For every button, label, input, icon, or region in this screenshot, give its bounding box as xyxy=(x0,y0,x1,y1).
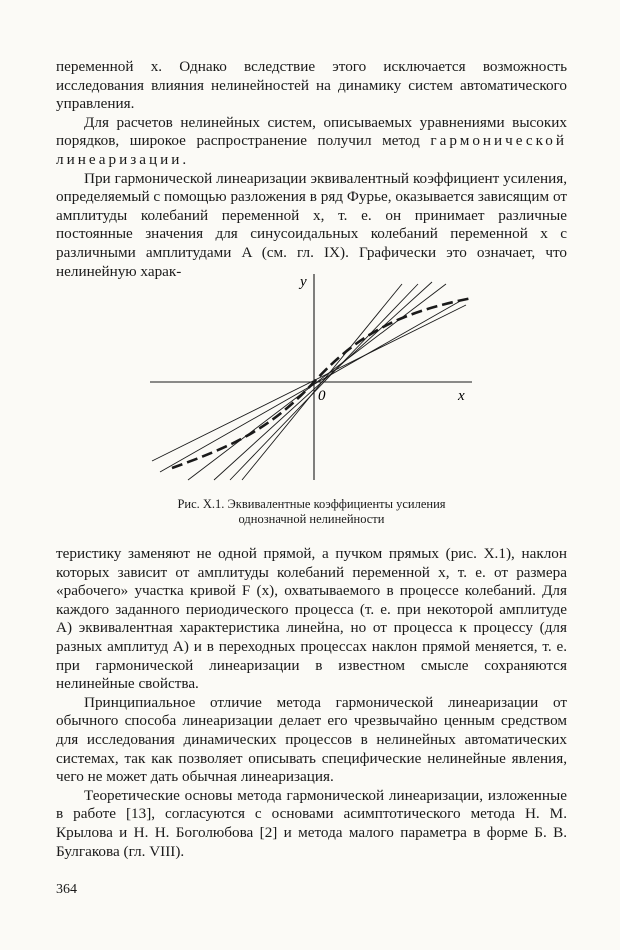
paragraph-1: переменной x. Однако вследствие этого исключается возможность исследования влияния нелинейностей на динамику систем автоматического управления. xyxy=(56,58,567,113)
gain-line-1 xyxy=(152,305,466,461)
paragraph-2-end: . xyxy=(182,150,187,168)
paragraph-4: теристику заменяют не одной прямой, а пучком прямых (рис. X.1), наклон которых зависит от амплитуды колебаний переменной x, т. е. от размера «рабочего» участка кривой F (x), охватываемого в процессе колебаний. Для каждого заданного периодического процесса (т. е. при некоторой амплитуде A) эквивалентная характеристика линейна, но от процесса к процессу (для разных амплитуд A) и в переходных процессах наклон прямой меняется, т. е. при гармонической линеаризации в известном смысле сохраняются нелинейные свойства. xyxy=(56,545,567,693)
nonlinear-curve xyxy=(172,298,472,468)
bottom-text xyxy=(56,545,567,861)
paragraph-3: При гармонической линеаризации эквивалентный коэффициент усиления, определяемый с помощью разложения в ряд Фурье, оказывается зависящим от амплитуды колебаний переменной x, т. е. он принимает различные постоянные значения для синусоидальных колебаний переменной x с различными амплитудами A (см. гл. IX). Графически это означает, что нелинейную харак- xyxy=(56,169,567,280)
origin-label: 0 xyxy=(318,388,326,404)
x-axis-label: x xyxy=(458,388,465,404)
figure-caption xyxy=(56,497,567,527)
paragraph-5: Принципиальное отличие метода гармонической линеаризации от обычного способа линеаризации делает его чрезвычайно ценным средством для исследования динамических процессов в нелинейных автоматических системах, так как позволяет описывать специфические нелинейные явления, чего не может дать обычная линеаризация. xyxy=(56,693,567,786)
y-axis-label: y xyxy=(300,274,307,290)
paragraph-6: Теоретические основы метода гармонической линеаризации, изложенные в работе [13], согласуются с основами асимптотического метода Н. М. Крылова и Н. Н. Боголюбова [2] и метода малого параметра в форме Б. В. Булгакова (гл. VIII). xyxy=(56,786,567,860)
figure-x1 xyxy=(150,272,480,482)
paragraph-2 xyxy=(56,114,567,170)
caption-line-2: однозначной нелинейности xyxy=(238,512,385,526)
method-name-spaced: гармонической линеаризации xyxy=(56,132,567,168)
page-number: 364 xyxy=(56,882,77,897)
caption-line-1: Рис. X.1. Эквивалентные коэффициенты усиления xyxy=(177,497,446,511)
paragraph-2-start: Для расчетов нелинейных систем, описываемых уравнениями высоких порядков, широкое распространение получил метод xyxy=(56,113,567,150)
top-text xyxy=(56,58,567,281)
